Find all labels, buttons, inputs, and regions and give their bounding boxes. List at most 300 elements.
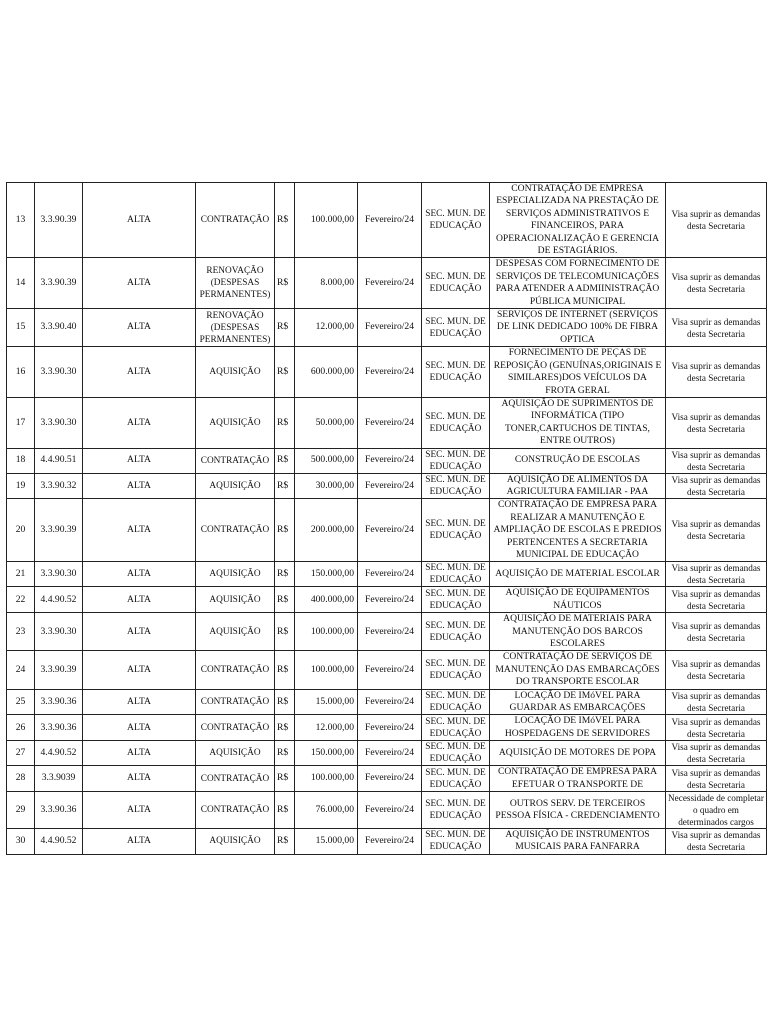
object-description	[490, 715, 666, 741]
scheduled-month	[358, 829, 422, 855]
priority	[83, 562, 196, 587]
procurement-type-text: CONTRATAÇÃO	[200, 665, 270, 676]
row-number	[7, 766, 35, 792]
requesting-unit	[422, 183, 490, 258]
procurement-type-text: CONTRATAÇÃO	[200, 773, 270, 784]
currency-symbol	[275, 448, 295, 473]
row-number-text: 13	[15, 214, 26, 226]
estimated-value	[295, 397, 358, 448]
estimated-value-text: 150.000,00	[310, 747, 354, 759]
object-description-text: CONTRATAÇÃO DE EMPRESA ESPECIALIZADA NA PRESTAÇÃO DE SERVIÇOS ADMINISTRATIVOS E FINANCEIROS, PARA OPERACIONALIZAÇÃO E GERENCIA DE ESTAGIÁRIOS.	[495, 183, 660, 257]
scheduled-month-text: Fevereiro/24	[364, 214, 415, 226]
object-description	[490, 258, 666, 309]
row-number	[7, 613, 35, 651]
priority-text: ALTA	[127, 625, 151, 637]
row-number	[7, 258, 35, 309]
currency-symbol	[275, 183, 295, 258]
row-number	[7, 587, 35, 613]
expense-element	[35, 587, 83, 613]
currency-symbol-text: R$	[277, 454, 289, 466]
expense-element-text: 3.3.90.39	[40, 214, 77, 226]
table-row	[7, 741, 767, 766]
scheduled-month	[358, 183, 422, 258]
expense-element	[35, 613, 83, 651]
object-description-text: AQUISIÇÃO DE ALIMENTOS DA AGRICULTURA FAMILIAR - PAA	[506, 473, 649, 497]
object-description	[490, 183, 666, 258]
estimated-value-text: 100.000,00	[310, 772, 354, 784]
row-number-text: 25	[15, 695, 26, 707]
expense-element-text: 3.3.90.36	[40, 721, 77, 733]
object-description-text: CONTRATAÇÃO DE EMPRESA PARA EFETUAR O TRANSPORTE DE	[497, 766, 658, 790]
procurement-type-text: AQUISIÇÃO	[209, 836, 261, 847]
estimated-value	[295, 499, 358, 562]
scheduled-month-text: Fevereiro/24	[364, 663, 415, 675]
procurement-type-text: AQUISIÇÃO	[209, 417, 261, 428]
table-row	[7, 183, 767, 258]
currency-symbol	[275, 562, 295, 587]
currency-symbol	[275, 613, 295, 651]
justification-text: Visa suprir as demandas desta Secretaria	[671, 620, 761, 643]
expense-element-text: 4.4.90.52	[40, 747, 77, 759]
object-description-text: DESPESAS COM FORNECIMENTO DE SERVIÇOS DE TELECOMUNICAÇÕES PARA ATENDER A ADMIINISTRAÇÃO PÚBLICA MUNICIPAL	[495, 258, 660, 307]
procurement-type-text: AQUISIÇÃO	[209, 594, 261, 605]
procurement-type	[196, 792, 275, 829]
row-number	[7, 499, 35, 562]
requesting-unit-text: SEC. MUN. DE EDUCAÇÃO	[425, 361, 486, 384]
priority	[83, 397, 196, 448]
expense-element	[35, 183, 83, 258]
table-row	[7, 613, 767, 651]
procurement-type	[196, 397, 275, 448]
object-description-text: LOCAÇÃO DE IMóVEL PARA HOSPEDAGENS DE SERVIDORES	[504, 715, 651, 739]
row-number-text: 15	[15, 321, 26, 333]
priority-text: ALTA	[127, 479, 151, 491]
currency-symbol	[275, 499, 295, 562]
procurement-type-text: AQUISIÇÃO	[209, 569, 261, 580]
object-description	[490, 829, 666, 855]
justification-text: Visa suprir as demandas desta Secretaria	[671, 272, 761, 295]
scheduled-month	[358, 347, 422, 398]
expense-element-text: 3.3.90.30	[40, 568, 77, 580]
object-description-text: SERVIÇOS DE INTERNET (SERVIÇOS DE LINK DEDICADO 100% DE FIBRA OPTICA	[496, 309, 659, 345]
row-number-text: 29	[15, 803, 26, 815]
currency-symbol	[275, 258, 295, 309]
priority-text: ALTA	[127, 835, 151, 847]
procurement-type	[196, 258, 275, 309]
currency-symbol	[275, 741, 295, 766]
scheduled-month	[358, 613, 422, 651]
justification	[666, 397, 767, 448]
priority-text: ALTA	[127, 695, 151, 707]
requesting-unit	[422, 347, 490, 398]
requesting-unit	[422, 766, 490, 792]
object-description-text: OUTROS SERV. DE TERCEIROS PESSOA FÍSICA - CREDENCIAMENTO	[495, 797, 660, 822]
priority	[83, 448, 196, 473]
currency-symbol	[275, 347, 295, 398]
expense-element-text: 4.4.90.52	[40, 835, 77, 847]
procurement-type	[196, 715, 275, 741]
justification	[666, 258, 767, 309]
justification	[666, 613, 767, 651]
justification-text: Visa suprir as demandas desta Secretaria	[671, 563, 761, 586]
justification	[666, 741, 767, 766]
expense-element-text: 4.4.90.52	[40, 593, 77, 605]
object-description-text: AQUISIÇÃO DE MATERIAL ESCOLAR	[495, 568, 660, 580]
scheduled-month	[358, 258, 422, 309]
scheduled-month-text: Fevereiro/24	[364, 454, 415, 466]
procurement-type-text: CONTRATAÇÃO	[200, 215, 270, 226]
scheduled-month-text: Fevereiro/24	[364, 321, 415, 333]
justification-text: Visa suprir as demandas desta Secretaria	[671, 716, 761, 739]
table-row	[7, 448, 767, 473]
requesting-unit-text: SEC. MUN. DE EDUCAÇÃO	[425, 209, 486, 232]
object-description	[490, 309, 666, 347]
justification	[666, 309, 767, 347]
priority	[83, 183, 196, 258]
priority	[83, 613, 196, 651]
object-description-text: CONSTRUÇÃO DE ESCOLAS	[514, 454, 641, 466]
priority	[83, 741, 196, 766]
priority-text: ALTA	[127, 214, 151, 226]
currency-symbol	[275, 715, 295, 741]
currency-symbol	[275, 689, 295, 715]
object-description-text: AQUISIÇÃO DE MATERIAIS PARA MANUTENÇÃO DOS BARCOS ESCOLARES	[503, 613, 652, 649]
procurement-type	[196, 766, 275, 792]
row-number-text: 24	[15, 663, 26, 675]
expense-element	[35, 689, 83, 715]
object-description	[490, 473, 666, 499]
justification	[666, 829, 767, 855]
priority	[83, 309, 196, 347]
table-row	[7, 829, 767, 855]
expense-element-text: 3.3.90.39	[40, 277, 77, 289]
priority	[83, 651, 196, 689]
estimated-value	[295, 613, 358, 651]
row-number-text: 22	[15, 593, 26, 605]
currency-symbol	[275, 651, 295, 689]
procurement-type	[196, 651, 275, 689]
priority-text: ALTA	[127, 321, 151, 333]
scheduled-month	[358, 766, 422, 792]
requesting-unit	[422, 397, 490, 448]
estimated-value-text: 12.000,00	[315, 321, 354, 333]
currency-symbol-text: R$	[277, 772, 289, 784]
requesting-unit	[422, 715, 490, 741]
expense-element-text: 3.3.90.39	[40, 524, 77, 536]
scheduled-month-text: Fevereiro/24	[364, 835, 415, 847]
row-number-text: 30	[15, 835, 26, 847]
procurement-type	[196, 183, 275, 258]
row-number	[7, 309, 35, 347]
estimated-value-text: 400.000,00	[310, 593, 354, 605]
priority	[83, 473, 196, 499]
currency-symbol-text: R$	[277, 593, 289, 605]
table-row	[7, 473, 767, 499]
currency-symbol-text: R$	[277, 803, 289, 815]
justification-text: Visa suprir as demandas desta Secretaria	[671, 767, 761, 790]
row-number-text: 16	[15, 365, 26, 377]
priority	[83, 829, 196, 855]
currency-symbol-text: R$	[277, 321, 289, 333]
estimated-value-text: 100.000,00	[310, 625, 354, 637]
estimated-value	[295, 562, 358, 587]
currency-symbol-text: R$	[277, 835, 289, 847]
procurement-type-text: AQUISIÇÃO	[209, 626, 261, 637]
scheduled-month	[358, 562, 422, 587]
procurement-type-text: RENOVAÇÃO (DESPESAS PERMANENTES)	[199, 266, 271, 301]
row-number	[7, 183, 35, 258]
row-number-text: 20	[15, 524, 26, 536]
currency-symbol	[275, 473, 295, 499]
justification-text: Visa suprir as demandas desta Secretaria	[671, 474, 761, 497]
currency-symbol-text: R$	[277, 524, 289, 536]
row-number	[7, 651, 35, 689]
object-description	[490, 397, 666, 448]
procurement-type	[196, 499, 275, 562]
procurement-type-text: CONTRATAÇÃO	[200, 525, 270, 536]
scheduled-month-text: Fevereiro/24	[364, 695, 415, 707]
scheduled-month-text: Fevereiro/24	[364, 747, 415, 759]
object-description	[490, 562, 666, 587]
priority	[83, 766, 196, 792]
row-number-text: 27	[15, 747, 26, 759]
row-number	[7, 829, 35, 855]
currency-symbol-text: R$	[277, 695, 289, 707]
row-number-text: 28	[15, 772, 26, 784]
estimated-value-text: 100.000,00	[310, 214, 354, 226]
priority-text: ALTA	[127, 454, 151, 466]
expense-element-text: 3.3.90.39	[40, 663, 77, 675]
table-row	[7, 792, 767, 829]
currency-symbol-text: R$	[277, 479, 289, 491]
estimated-value-text: 600.000,00	[310, 365, 354, 377]
object-description-text: LOCAÇÃO DE IMóVEL PARA GUARDAR AS EMBARCAÇÕES	[509, 689, 646, 714]
estimated-value	[295, 792, 358, 829]
justification-text: Visa suprir as demandas desta Secretaria	[671, 361, 761, 384]
procurement-type-text: CONTRATAÇÃO	[200, 722, 270, 733]
estimated-value-text: 15.000,00	[315, 835, 354, 847]
currency-symbol	[275, 397, 295, 448]
scheduled-month	[358, 792, 422, 829]
currency-symbol-text: R$	[277, 214, 289, 226]
currency-symbol-text: R$	[277, 277, 289, 289]
object-description	[490, 613, 666, 651]
scheduled-month	[358, 309, 422, 347]
object-description	[490, 347, 666, 398]
priority-text: ALTA	[127, 568, 151, 580]
table-row	[7, 651, 767, 689]
scheduled-month-text: Fevereiro/24	[364, 524, 415, 536]
estimated-value-text: 150.000,00	[310, 568, 354, 580]
estimated-value-text: 15.000,00	[315, 695, 354, 707]
priority-text: ALTA	[127, 416, 151, 428]
expense-element-text: 3.3.90.36	[40, 695, 77, 707]
estimated-value	[295, 473, 358, 499]
scheduled-month-text: Fevereiro/24	[364, 568, 415, 580]
justification	[666, 792, 767, 829]
requesting-unit-text: SEC. MUN. DE EDUCAÇÃO	[425, 411, 486, 434]
justification-text: Visa suprir as demandas desta Secretaria	[671, 209, 761, 232]
estimated-value	[295, 183, 358, 258]
priority-text: ALTA	[127, 663, 151, 675]
justification-text: Visa suprir as demandas desta Secretaria	[671, 588, 761, 611]
requesting-unit-text: SEC. MUN. DE EDUCAÇÃO	[425, 659, 486, 682]
requesting-unit-text: SEC. MUN. DE EDUCAÇÃO	[425, 272, 486, 295]
expense-element-text: 3.3.90.30	[40, 625, 77, 637]
object-description-text: AQUISIÇÃO DE INSTRUMENTOS MUSICAIS PARA FANFARRA	[505, 829, 650, 853]
currency-symbol-text: R$	[277, 663, 289, 675]
object-description-text: CONTRATAÇÃO DE EMPRESA PARA REALIZAR A MANUTENÇÃO E AMPLIAÇÃO DE ESCOLAS E PREDIOS PERTENCENTES A SECRETARIA MUNICIPAL DE EDUCAÇÃO	[493, 499, 662, 560]
justification-text: Necessidade de completar o quadro em determinados cargos	[668, 793, 764, 828]
expense-element-text: 3.3.90.32	[40, 479, 77, 491]
priority	[83, 258, 196, 309]
estimated-value	[295, 448, 358, 473]
justification-text: Visa suprir as demandas desta Secretaria	[671, 691, 761, 714]
priority-text: ALTA	[127, 593, 151, 605]
estimated-value	[295, 715, 358, 741]
expense-element-text: 3.3.90.30	[40, 365, 77, 377]
row-number	[7, 448, 35, 473]
estimated-value-text: 50.000,00	[315, 416, 354, 428]
currency-symbol-text: R$	[277, 416, 289, 428]
requesting-unit-text: SEC. MUN. DE EDUCAÇÃO	[425, 742, 486, 765]
estimated-value	[295, 309, 358, 347]
requesting-unit-text: SEC. MUN. DE EDUCAÇÃO	[425, 799, 486, 822]
expense-element	[35, 258, 83, 309]
row-number	[7, 347, 35, 398]
currency-symbol-text: R$	[277, 365, 289, 377]
requesting-unit	[422, 792, 490, 829]
expense-element	[35, 397, 83, 448]
expense-element	[35, 473, 83, 499]
object-description	[490, 766, 666, 792]
procurement-type	[196, 829, 275, 855]
table-row	[7, 562, 767, 587]
row-number	[7, 741, 35, 766]
justification	[666, 689, 767, 715]
scheduled-month-text: Fevereiro/24	[364, 803, 415, 815]
scheduled-month-text: Fevereiro/24	[364, 625, 415, 637]
estimated-value	[295, 651, 358, 689]
table-row	[7, 309, 767, 347]
estimated-value	[295, 587, 358, 613]
expense-element	[35, 829, 83, 855]
estimated-value-text: 100.000,00	[310, 663, 354, 675]
object-description-text: AQUISIÇÃO DE SUPRIMENTOS DE INFORMÁTICA (TIPO TONER,CARTUCHOS DE TINTAS, ENTRE OUTROS)	[501, 397, 654, 447]
object-description	[490, 792, 666, 829]
justification	[666, 183, 767, 258]
table-row	[7, 258, 767, 309]
estimated-value-text: 12.000,00	[315, 721, 354, 733]
table-row	[7, 499, 767, 562]
row-number-text: 19	[15, 479, 26, 491]
table-row	[7, 397, 767, 448]
priority-text: ALTA	[127, 277, 151, 289]
estimated-value-text: 500.000,00	[310, 454, 354, 466]
priority	[83, 499, 196, 562]
scheduled-month	[358, 473, 422, 499]
procurement-type-text: AQUISIÇÃO	[209, 480, 261, 491]
procurement-type-text: AQUISIÇÃO	[209, 367, 261, 378]
expense-element	[35, 562, 83, 587]
priority-text: ALTA	[127, 721, 151, 733]
currency-symbol	[275, 829, 295, 855]
procurement-type	[196, 473, 275, 499]
expense-element-text: 3.3.90.30	[40, 416, 77, 428]
estimated-value-text: 8.000,00	[320, 277, 354, 289]
object-description	[490, 651, 666, 689]
justification	[666, 766, 767, 792]
procurement-type	[196, 689, 275, 715]
expense-element	[35, 715, 83, 741]
requesting-unit	[422, 587, 490, 613]
object-description	[490, 689, 666, 715]
table-row	[7, 715, 767, 741]
object-description-text: AQUISIÇÃO DE MOTORES DE POPA	[498, 747, 657, 759]
scheduled-month-text: Fevereiro/24	[364, 277, 415, 289]
table-row	[7, 347, 767, 398]
justification-text: Visa suprir as demandas desta Secretaria	[671, 316, 761, 339]
row-number	[7, 562, 35, 587]
priority-text: ALTA	[127, 803, 151, 815]
justification	[666, 562, 767, 587]
currency-symbol	[275, 766, 295, 792]
expense-element	[35, 651, 83, 689]
justification	[666, 347, 767, 398]
table-row	[7, 689, 767, 715]
estimated-value-text: 200.000,00	[310, 524, 354, 536]
requesting-unit	[422, 829, 490, 855]
justification-text: Visa suprir as demandas desta Secretaria	[671, 519, 761, 542]
scheduled-month	[358, 689, 422, 715]
expense-element	[35, 741, 83, 766]
priority	[83, 715, 196, 741]
priority-text: ALTA	[127, 772, 151, 784]
object-description-text: CONTRATAÇÃO DE SERVIÇOS DE MANUTENÇÃO DAS EMBARCAÇÕES DO TRANSPORTE ESCOLAR	[495, 651, 660, 688]
requesting-unit-text: SEC. MUN. DE EDUCAÇÃO	[425, 620, 486, 643]
priority	[83, 347, 196, 398]
expense-element	[35, 448, 83, 473]
justification-text: Visa suprir as demandas desta Secretaria	[671, 742, 761, 765]
currency-symbol-text: R$	[277, 747, 289, 759]
estimated-value-text: 76.000,00	[315, 803, 354, 815]
expense-element	[35, 499, 83, 562]
expense-element	[35, 309, 83, 347]
scheduled-month-text: Fevereiro/24	[364, 416, 415, 428]
procurement-type-text: CONTRATAÇÃO	[200, 697, 270, 708]
estimated-value	[295, 258, 358, 309]
scheduled-month	[358, 715, 422, 741]
table-row	[7, 766, 767, 792]
currency-symbol	[275, 587, 295, 613]
estimated-value	[295, 689, 358, 715]
table-row	[7, 587, 767, 613]
row-number-text: 23	[15, 625, 26, 637]
requesting-unit	[422, 309, 490, 347]
requesting-unit	[422, 651, 490, 689]
currency-symbol-text: R$	[277, 568, 289, 580]
expense-element-text: 3.3.90.36	[40, 803, 77, 815]
currency-symbol-text: R$	[277, 625, 289, 637]
scheduled-month	[358, 397, 422, 448]
row-number	[7, 473, 35, 499]
currency-symbol	[275, 792, 295, 829]
object-description	[490, 448, 666, 473]
row-number	[7, 715, 35, 741]
row-number-text: 26	[15, 721, 26, 733]
requesting-unit-text: SEC. MUN. DE EDUCAÇÃO	[425, 449, 486, 472]
procurement-type	[196, 587, 275, 613]
